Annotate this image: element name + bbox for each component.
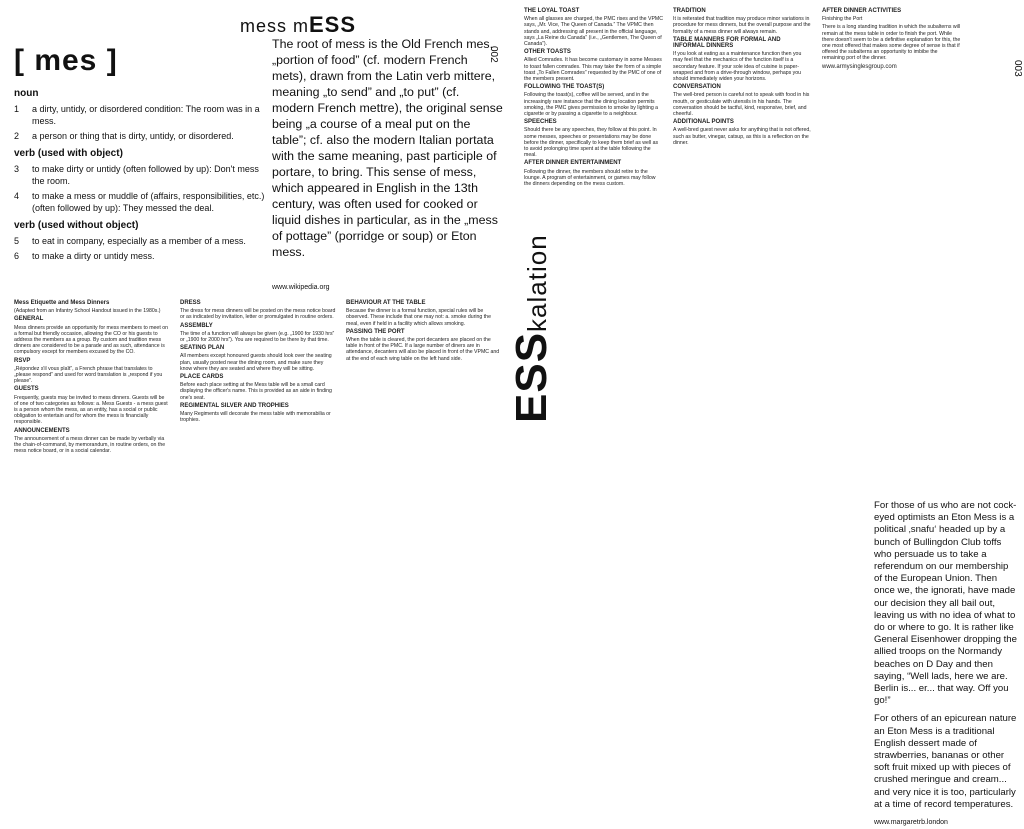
section-title: OTHER TOASTS [524, 49, 571, 56]
section-text: Because the dinner is a formal function, special rules will be observed. These include that one may not: a. smoke during the meal, even if held in a facility which allows smoking. [346, 308, 491, 327]
masthead-suffix: ESS [309, 12, 357, 37]
section-text: Should there be any speeches, they follow at this point. In some messes, speeches or presentations may be done before the dinner, specifically to keep them brief as well as to avoid prolonging time spent at the table following the meal. [524, 127, 659, 159]
section-text: The announcement of a mess dinner can be made by verbally via the chain-of-command, by memorandum, in routine orders, on the mess notice board, or in a social calendar. [14, 435, 166, 455]
section-text: The dress for mess dinners will be posted on the mess notice board or as indicated by invitation, letter or promulgated in routine orders. [180, 308, 336, 321]
section-title: GUESTS [14, 386, 39, 393]
section-text: Following the toast(s), coffee will be served, and in the increasingly rare instance that the dining location permits smoking, the PMC gives permission to smoke by lighting a cigarette or by passing a cigarette to a neighbour. [524, 92, 659, 118]
section-title: SEATING PLAN [180, 345, 225, 352]
section-title: FOLLOWING THE TOAST(S) [524, 84, 605, 91]
section-source: www.armysinglesgroup.com [822, 63, 897, 70]
section-text: A well-bred guest never asks for anything that is not offered, such as butter, vinegar, catsup, as this is a reflection on the dinner. [673, 127, 811, 146]
section-text: When all glasses are charged, the PMC rises and the VPMC says, „Mr. Vice, The Queen of Canada.” The VPMC then stands and, addressing all present in the official language, says „La Reine du Canada” (i.e., „Gentlemen, The Queen of Canada”). [524, 16, 663, 48]
pos-verb-with-object: verb (used with object) [14, 148, 123, 159]
definition-row: 3 to make dirty or untidy (often followed by up): Don't mess the room. [14, 163, 266, 187]
section-title: TRADITION [673, 8, 706, 14]
section-text: Before each place setting at the Mess table will be a small card displaying the officer's name. This is provided as an aide in finding one's seat. [180, 382, 332, 401]
ess-word: ESS [507, 331, 556, 423]
definition-row: 2 a person or thing that is dirty, untidy, or disordered. [14, 131, 234, 141]
section-text: Frequently, guests may be invited to mess dinners. Guests will be of one of two categories as follows: a. Mess Guests - a mess guest is a person whom the mess, as an entity, has a social or public obligation to entertain and for whom the mess is financially responsible. [14, 394, 168, 426]
right-column-1 [524, 6, 663, 189]
section-title: PLACE CARDS [180, 374, 224, 381]
section-title: SPEECHES [524, 119, 557, 126]
section-title: AFTER DINNER ACTIVITIES [822, 8, 902, 14]
section-text: It is reiterated that tradition may produce minor variations in procedure for mess dinners, but the overall purpose and the formality of a mess dinner will always remain. [673, 16, 811, 35]
definition-text: to make dirty or untidy (often followed by up): Don't mess the room. [32, 164, 259, 186]
right-column-3 [822, 6, 961, 189]
page-number: 002 [488, 46, 499, 63]
section-text: „Répondez s'il vous plaît”, a French phrase that translates to „please respond” and used for word translation is „respond if you please”. [14, 365, 163, 385]
definition-row: 4 to make a mess or muddle of (affairs, responsibilities, etc.) (often followed by up): They messed the deal. [14, 191, 265, 213]
section-text: Mess dinners provide an opportunity for mess members to meet on a formal but friendly occasion, allowing the CO or his guests to address the members as a group. By custom and tradition mess dinners are considered to be a parade and as such, attendance is compulsory except for members excused by the CO. [14, 324, 168, 356]
headword: [ mes ] [14, 44, 118, 77]
intro-source: www.wikipedia.org [272, 284, 330, 291]
section-text: Following the dinner, the members should retire to the lounge. A program of entertainment, or games may follow the dinners depending on the mess custom. [524, 168, 656, 188]
section-title: REGIMENTAL SILVER AND TROPHIES [180, 402, 289, 409]
definition-text: to make a mess or muddle of (affairs, responsibilities, etc.) (often followed by up): They messed the deal. [32, 191, 265, 213]
masthead [240, 12, 356, 38]
section-text: If you look at eating as a maintenance function then you may feel that the mechanics of the function itself is a secondary feature. If your sole idea of cuisine is paper-wrapped and from a drive-through window, perhaps you should immediately widen your horizons. [673, 51, 802, 83]
column-1 [14, 300, 170, 456]
definition-text: to eat in company, especially as a member of a mess. [32, 236, 246, 246]
section-title: ADDITIONAL POINTS [673, 119, 734, 126]
quote-block [874, 500, 1018, 829]
quote-paragraph: For those of us who are not cock-eyed optimists an Eton Mess is a political ‚snafu‘ headed up by a bunch of Bullingdon Club toffs who persuade us to take a referendum on our membership of the European Union. Then once we, the ignorati, have made our decision they all bail out, leaving us with no idea of what to do or where to go. It is rather like General Eisenhower dropping the allied troops on the Normandy beaches on D Day and then saying, “Well lads, here we are. Berlin is... er... that way. Off you go!” [874, 500, 1017, 707]
section-subtitle: (Adapted from an Infantry School Handout issued in the 1980s.) [14, 308, 161, 315]
ess-suffix: kalation [522, 234, 552, 332]
quote-paragraph: For others of an epicurean nature an Eton Mess is a traditional English dessert made of strawberries, bananas or other soft fruit mixed up with pieces of crushed meringue and cream... and very nice it is too, particularly at a time of record temperatures. [874, 713, 1017, 810]
definitions [14, 82, 266, 262]
section-subtitle: Finishing the Port [822, 16, 863, 23]
pos-verb-without-object: verb (used without object) [14, 220, 139, 231]
section-title: ANNOUNCEMENTS [14, 427, 70, 434]
section-title: AFTER DINNER ENTERTAINMENT [524, 160, 622, 167]
section-title: ASSEMBLY [180, 322, 213, 329]
section-text: When the table is cleared, the port decanters are placed on the table in front of the PMC. If a large number of diners are in attendance, decanters will also be placed in front of the VPMC and at the end of each wing table on the left hand side. [346, 337, 500, 362]
masthead-prefix: mess m [240, 16, 309, 36]
section-title: CONVERSATION [673, 84, 721, 91]
section-title: RSVP [14, 357, 31, 364]
column-2 [180, 300, 336, 456]
pos-noun: noun [14, 88, 39, 99]
left-page [0, 0, 512, 724]
section-text: The well-bred person is careful not to speak with food in his mouth, or gesticulate with utensils in his hands. The conversation should be tactful, kind, responsive, brief, and cheerful. [673, 92, 810, 118]
etiquette-columns [14, 300, 504, 456]
section-title: Mess Etiquette and Mess Dinners [14, 300, 110, 306]
quote-source: www.margaretrb.london [874, 819, 948, 827]
eskalation-vertical-title [507, 223, 557, 423]
definition-row: 6 to make a dirty or untidy mess. [14, 251, 155, 261]
section-title: DRESS [180, 300, 201, 306]
section-title: GENERAL [14, 316, 44, 323]
intro-text: The root of mess is the Old French mes, „portion of food” (cf. modern French mets), drawn from the Latin verb mittere, meaning „to send” and „to put” (cf. modern French mettre), the original sense being „a course of a meal put on the table”; cf. also the modern Italian portata with the same meaning, past participle of portare, to bring. This sense of mess, which appeared in English in the 13th century, was often used for cooked or liquid dishes in particular, as in the „mess of pottage” (porridge or soup) or Eton mess. [272, 37, 503, 259]
right-column-2 [673, 6, 812, 189]
definition-text: to make a dirty or untidy mess. [32, 251, 155, 261]
page-number: 003 [1012, 60, 1023, 77]
column-3 [346, 300, 502, 456]
section-text: There is a long standing tradition in which the subalterns will remain at the mess table in order to finish the port. While there doesn't seem to be a definitive explanation for this, the one most offered that makes some degree of sense is that if offered the subalterns an opportunity to imbibe the remaining port of the dinner. [822, 24, 961, 62]
section-title: BEHAVIOUR AT THE TABLE [346, 300, 426, 306]
section-text: Allied Comrades. It has become customary in some Messes to toast fallen comrades. This may take the form of a simple toast „To Fallen Comrades” requested by the PMC of one of the members present. [524, 57, 662, 83]
definition-row: 1 a dirty, untidy, or disordered condition: The room was in a mess. [14, 103, 266, 127]
section-text: The time of a function will always be given (e.g. „1900 for 1930 hrs” or „1900 for 2000 hrs”). You are required to be there by that time. [180, 330, 335, 344]
definition-row: 5 to eat in company, especially as a member of a mess. [14, 236, 246, 246]
definition-text: a person or thing that is dirty, untidy, or disordered. [32, 131, 234, 141]
right-columns [524, 6, 962, 189]
definition-text: a dirty, untidy, or disordered condition: The room was in a mess. [32, 104, 260, 126]
section-title: PASSING THE PORT [346, 328, 405, 335]
section-title: TABLE MANNERS FOR FORMAL AND INFORMAL DINNERS [673, 36, 781, 50]
section-title: THE LOYAL TOAST [524, 8, 580, 14]
section-text: Many Regiments will decorate the mess table with memorabilia or trophies. [180, 411, 331, 424]
section-text: All members except honoured guests should look over the seating plan, usually posted near the dining room, and make sure they know where they are seated and where they will be sitting. [180, 353, 332, 372]
